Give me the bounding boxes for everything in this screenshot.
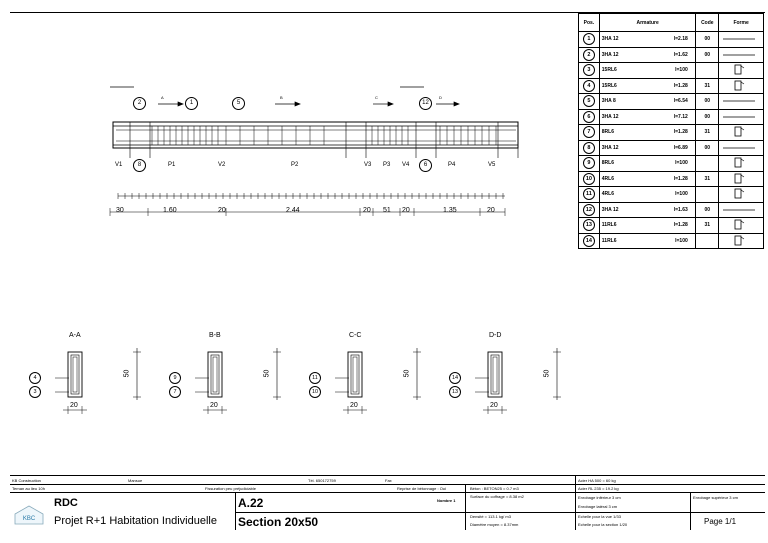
bar-spec: 3HA 12 (601, 36, 619, 43)
page-number: Page 1/1 (704, 517, 737, 526)
position-number: 10 (583, 173, 595, 185)
bar-length: l=7.12 (673, 113, 688, 120)
span-label: V3 (364, 162, 372, 168)
bar-spec: 3HA 12 (601, 113, 619, 120)
bar-length: l=1.63 (673, 206, 688, 213)
span-label: V4 (402, 162, 410, 168)
density: Densité = 113.1 kg/ m3 (470, 514, 511, 519)
mean-diameter: Diamètre moyen = 8.37mm (470, 522, 519, 527)
shape-code: 00 (696, 94, 719, 110)
cut-label: C (375, 95, 378, 100)
bar-shape-icon (719, 32, 764, 48)
contact-name: Mansue (128, 478, 143, 483)
logo-text: KBC (22, 516, 36, 522)
formwork-area: Surface du coffrage = 8.38 m2 (470, 494, 524, 499)
rebar-row (579, 202, 764, 218)
bar-length: l=6.89 (673, 144, 688, 151)
span-label: P4 (448, 162, 456, 168)
dimension-label: 20 (402, 207, 410, 214)
phone: Tél. 650172759 (308, 478, 336, 483)
shape-code (696, 187, 719, 203)
bar-marker: 9 (169, 372, 181, 384)
bar-shape-icon (719, 125, 764, 141)
shape-code: 00 (696, 32, 719, 48)
bar-marker: 10 (309, 386, 321, 398)
project-name: Projet R+1 Habitation Individuelle (54, 515, 217, 527)
position-marker: 2 (133, 97, 146, 110)
bar-length: l=1.28 (673, 175, 688, 182)
cover-bottom: Enrobage inférieur 3 cm (578, 495, 621, 500)
section-name: Section 20x50 (238, 515, 319, 529)
bar-length: l=100 (675, 160, 688, 167)
shape-code: 31 (696, 171, 719, 187)
rebar-row (579, 156, 764, 172)
dimension-label: 20 (218, 207, 226, 214)
rebar-row (579, 47, 764, 63)
position-number: 3 (583, 64, 595, 76)
elevation-labels (0, 0, 575, 240)
span-label: V1 (115, 162, 123, 168)
cover-side: Enrobage latéral 3 cm (578, 504, 618, 509)
cross-section (311, 330, 430, 420)
rebar-row (579, 78, 764, 94)
bar-shape-icon (719, 202, 764, 218)
rebar-rows (579, 32, 764, 249)
bar-length: l=2.18 (673, 36, 688, 43)
bar-length: l=1.62 (673, 51, 688, 58)
rebar-row (579, 233, 764, 249)
shape-code: 31 (696, 218, 719, 234)
company-address: Ternan au lieu 10h (12, 486, 45, 491)
position-number: 11 (583, 188, 595, 200)
kbc-logo (14, 505, 44, 525)
position-marker: 6 (419, 159, 432, 172)
bar-spec: 4RL6 (601, 191, 615, 198)
shape-code (696, 233, 719, 249)
company-name: KB Construction (12, 478, 41, 483)
rebar-row (579, 187, 764, 203)
span-label: P3 (383, 162, 391, 168)
rebar-row (579, 140, 764, 156)
cover-top: Enrobage supérieur 3 cm (693, 495, 738, 500)
bar-shape-icon (719, 156, 764, 172)
section-height: 50 (123, 369, 131, 378)
span-label: V5 (488, 162, 496, 168)
bar-length: l=100 (675, 67, 688, 74)
section-title: D-D (489, 332, 502, 339)
bar-spec: 15RL6 (601, 82, 617, 89)
bar-length: l=100 (675, 191, 688, 198)
level-name: RDC (54, 497, 78, 509)
header-pos: Pos. (579, 14, 600, 32)
scale-section: Echelle pour la section 1/20 (578, 522, 628, 527)
position-number: 14 (583, 235, 595, 247)
cross-section (173, 330, 290, 420)
rebar-schedule-table (578, 13, 764, 249)
bar-spec: 8RL6 (601, 129, 615, 136)
bar-length: l=100 (675, 237, 688, 244)
bar-spec: 11RL6 (601, 222, 617, 229)
concrete-volume: Béton : BETON25 = 0.7 m3 (470, 486, 519, 491)
position-number: 2 (583, 49, 595, 61)
dimension-label: 51 (383, 207, 391, 214)
section-title: A-A (69, 332, 81, 339)
cross-section (451, 330, 570, 420)
fax: Fax (385, 478, 392, 483)
bar-spec: 3HA 12 (601, 144, 619, 151)
section-height: 50 (403, 369, 411, 378)
bar-shape-icon (719, 109, 764, 125)
shape-code: 31 (696, 125, 719, 141)
span-label: P2 (291, 162, 299, 168)
drawing-ref: A.22 (238, 496, 264, 510)
section-width: 20 (70, 402, 78, 409)
title-block (10, 475, 765, 530)
section-title: B-B (209, 332, 221, 339)
bar-spec: 3HA 12 (601, 51, 619, 58)
rebar-row (579, 171, 764, 187)
rebar-row (579, 218, 764, 234)
bar-length: l=1.28 (673, 82, 688, 89)
bar-shape-icon (719, 78, 764, 94)
bar-spec: 8RL6 (601, 160, 615, 167)
position-number: 6 (583, 111, 595, 123)
position-marker: 1 (185, 97, 198, 110)
bar-shape-icon (719, 140, 764, 156)
bar-marker: 3 (29, 386, 41, 398)
shape-code (696, 156, 719, 172)
section-height: 50 (543, 369, 551, 378)
dimension-label: 20 (363, 207, 371, 214)
dimension-label: 1.60 (163, 207, 177, 214)
section-title: C-C (349, 332, 362, 339)
bar-marker: 14 (449, 372, 461, 384)
bar-length: l=1.28 (673, 129, 688, 136)
bar-spec: 3HA 8 (601, 98, 616, 105)
shape-code: 00 (696, 140, 719, 156)
cross-section (33, 330, 150, 420)
cut-label: D (439, 95, 442, 100)
bar-spec: 15RL6 (601, 67, 617, 74)
header-armature: Armature (599, 14, 696, 32)
position-marker: 5 (232, 97, 245, 110)
position-number: 7 (583, 126, 595, 138)
shape-code: 00 (696, 109, 719, 125)
cut-label: B (280, 95, 283, 100)
position-marker: 12 (419, 97, 432, 110)
section-width: 20 (350, 402, 358, 409)
section-width: 20 (490, 402, 498, 409)
dimension-label: 1.35 (443, 207, 457, 214)
shape-code: 00 (696, 47, 719, 63)
shape-code (696, 63, 719, 79)
bar-spec: 4RL6 (601, 175, 615, 182)
fissuration: Fissuration peu préjudiciable (205, 486, 256, 491)
shape-code: 31 (696, 78, 719, 94)
bar-shape-icon (719, 47, 764, 63)
bar-marker: 4 (29, 372, 41, 384)
header-forme: Forme (719, 14, 764, 32)
section-width: 20 (210, 402, 218, 409)
bar-spec: 11RL6 (601, 237, 617, 244)
dimension-label: 2.44 (286, 207, 300, 214)
rebar-row (579, 125, 764, 141)
bar-spec: 3HA 12 (601, 206, 619, 213)
bar-shape-icon (719, 171, 764, 187)
reprise: Reprise de bétonnage : Oui (397, 486, 446, 491)
bar-marker: 7 (169, 386, 181, 398)
position-number: 12 (583, 204, 595, 216)
position-number: 9 (583, 157, 595, 169)
position-number: 5 (583, 95, 595, 107)
steel-rl: Acier RL 235 = 19.2 kg (578, 486, 619, 491)
position-number: 8 (583, 142, 595, 154)
section-height: 50 (263, 369, 271, 378)
dimension-label: 20 (487, 207, 495, 214)
rebar-row (579, 32, 764, 48)
bar-marker: 11 (309, 372, 321, 384)
span-label: P1 (168, 162, 176, 168)
position-number: 13 (583, 219, 595, 231)
header-code: Code (696, 14, 719, 32)
dimension-label: 30 (116, 207, 124, 214)
bar-marker: 13 (449, 386, 461, 398)
span-label: V2 (218, 162, 226, 168)
bar-shape-icon (719, 187, 764, 203)
scale-view: Echelle pour la vue 1/33 (578, 514, 621, 519)
rebar-row (579, 63, 764, 79)
quantity: Nombre 1 (437, 498, 456, 503)
shape-code: 00 (696, 202, 719, 218)
position-number: 4 (583, 80, 595, 92)
cut-label: A (161, 95, 164, 100)
position-marker: 8 (133, 159, 146, 172)
bar-shape-icon (719, 94, 764, 110)
steel-ha: Acier HA 500 = 60 kg (578, 478, 616, 483)
rebar-row (579, 94, 764, 110)
position-number: 1 (583, 33, 595, 45)
bar-shape-icon (719, 63, 764, 79)
rebar-row (579, 109, 764, 125)
bar-length: l=6.54 (673, 98, 688, 105)
bar-shape-icon (719, 218, 764, 234)
bar-shape-icon (719, 233, 764, 249)
bar-length: l=1.28 (673, 222, 688, 229)
